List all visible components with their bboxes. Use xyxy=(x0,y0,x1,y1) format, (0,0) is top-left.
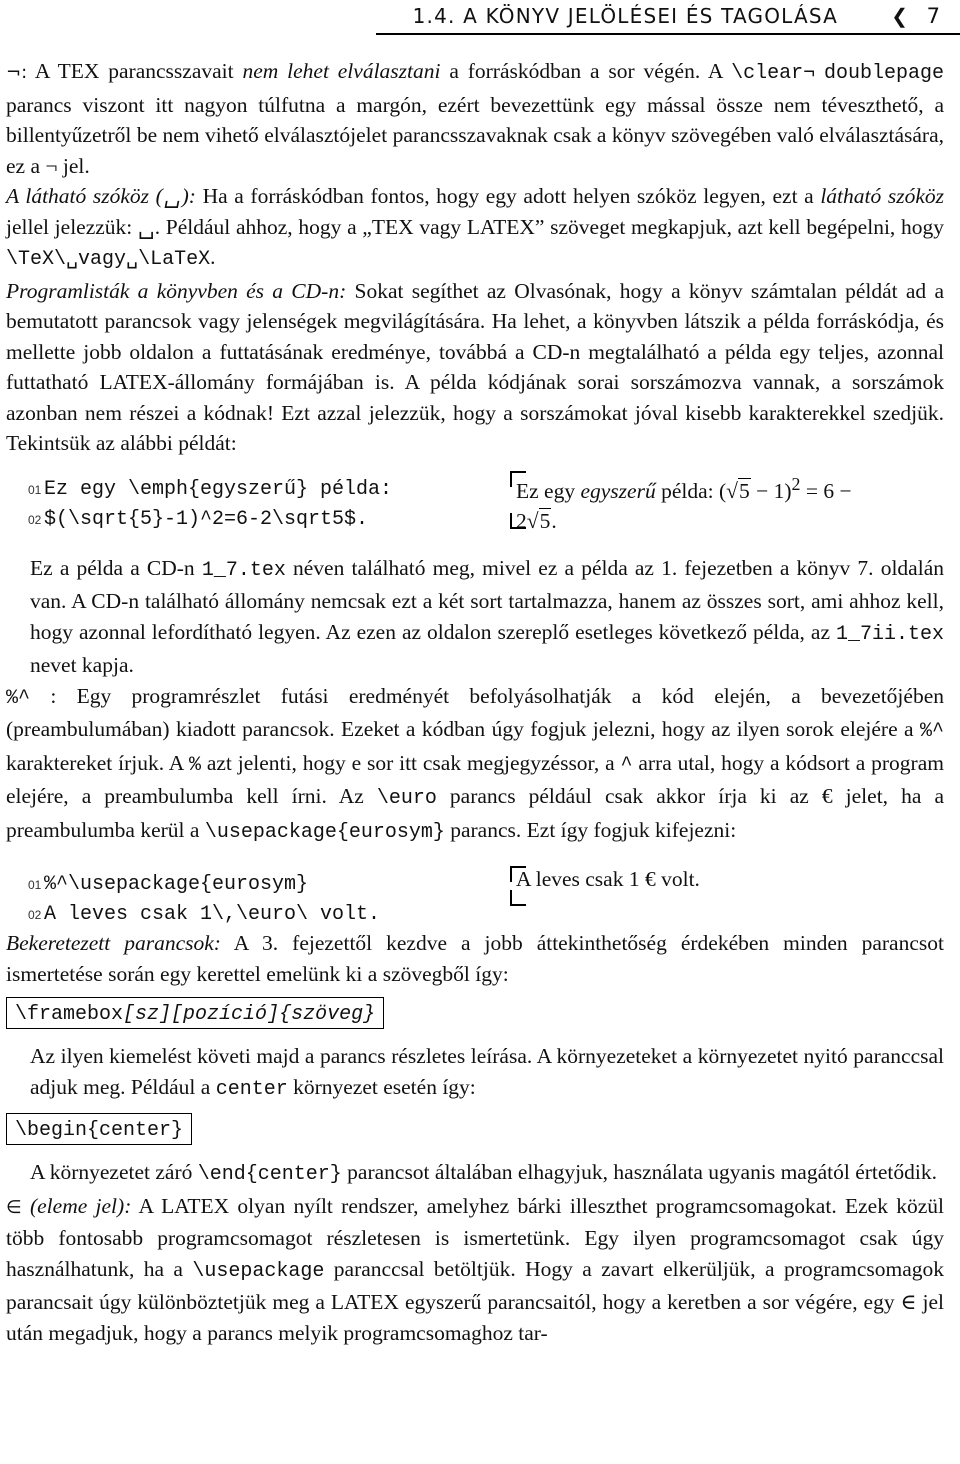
text: nevet kapja. xyxy=(30,653,134,677)
text: A leves csak 1 € volt. xyxy=(516,867,700,891)
element-of-icon: ∈ xyxy=(6,1196,22,1218)
text: környezet esetén így: xyxy=(287,1074,476,1099)
preamble-paragraph xyxy=(6,681,944,849)
hyphen-sign-paragraph xyxy=(6,56,944,181)
sqrt-expression: √5 xyxy=(726,478,750,503)
code-line xyxy=(28,475,392,505)
line-number: 01 xyxy=(28,482,42,497)
text: arra utal, hogy a kódsort a program elejére, a preambulumba kell írni. Az xyxy=(6,750,944,808)
text: néven található meg, mivel ez a példa az 1. fejezetben a könyv 7. oldalán van. A CD-n található állomány nemcsak ezt a két sort tartalmazza, hanem az összes sort, ami ahhoz kell, hogy azonnal lefordítható legyen. Az ezen az oldalon szereplő esetleges következő példa, az xyxy=(30,555,944,644)
inline-code: %^ xyxy=(919,720,944,743)
text: parancs. Ezt így fogjuk kifejezni: xyxy=(444,817,737,842)
code-listing xyxy=(28,870,380,930)
text: A környezetet záró xyxy=(30,1160,198,1184)
begin-center-box xyxy=(6,1113,192,1145)
inline-code: doublepage xyxy=(823,62,944,85)
example-1 xyxy=(0,469,960,547)
inline-code: \usepackage{eurosym} xyxy=(204,820,445,844)
text: azt jelenti, hogy e sor itt csak megjegyzéssor, a xyxy=(200,750,621,775)
text: = 6 − xyxy=(800,478,852,503)
end-environment-paragraph xyxy=(0,1157,944,1191)
code-text: A leves csak 1\,\euro\ volt. xyxy=(44,903,381,926)
inline-code: \clear¬ xyxy=(731,62,816,85)
header-rule xyxy=(376,33,960,35)
line-number: 01 xyxy=(28,878,42,892)
line-number: 02 xyxy=(28,908,42,922)
page-number: 7 xyxy=(926,4,940,28)
corner-mark-icon xyxy=(510,513,526,529)
term-label: Bekeretezett parancsok: xyxy=(6,931,221,955)
code-text: %^\usepackage{eurosym} xyxy=(44,873,309,896)
text: a forráskódban a sor végén. A xyxy=(440,59,732,83)
environment-paragraph xyxy=(0,1041,944,1105)
term-label: Programlisták a könyvben és a CD-n: xyxy=(6,278,347,303)
inline-code: \euro xyxy=(376,787,437,810)
program-listing-paragraph xyxy=(6,276,944,459)
visible-space-paragraph xyxy=(6,181,944,276)
page-body xyxy=(0,56,960,1348)
element-sign-paragraph xyxy=(6,1191,944,1349)
text: A TEX parancsszavait xyxy=(34,59,243,83)
text: parancs például csak akkor írja ki az € jelet, ha a preambulumba kerül a xyxy=(6,784,944,842)
argument: [pozíció] xyxy=(171,1003,280,1026)
text: 2 xyxy=(516,508,527,533)
corner-mark-icon xyxy=(510,866,526,882)
code-text: Ez egy \emph{egyszerű} példa: xyxy=(44,477,393,501)
text: karaktereket írjuk. A xyxy=(6,750,189,775)
radicand: 5 xyxy=(738,478,750,503)
code-line xyxy=(28,505,392,535)
text: parancsot általában elhagyjuk, használata ugyanis magától értetődik. xyxy=(341,1160,937,1184)
code-listing xyxy=(28,475,392,535)
text: − 1) xyxy=(750,478,792,503)
exponent: 2 xyxy=(791,473,801,494)
text: Ez egy xyxy=(516,478,581,503)
inline-code: center xyxy=(215,1077,288,1101)
chapter-title: 1.4. A KÖNYV JELÖLÉSEI ÉS TAGOLÁSA xyxy=(412,4,838,28)
command-name: \framebox xyxy=(15,1003,124,1026)
inline-code: \end{center} xyxy=(197,1163,342,1186)
text: Ez a példa a CD-n xyxy=(30,555,202,580)
inline-code: ^ xyxy=(620,753,633,777)
example-output xyxy=(516,469,936,536)
term-label: (eleme jel): xyxy=(21,1193,132,1218)
code-text: $(\sqrt{5}-1)^2=6-2\sqrt5$. xyxy=(44,507,369,531)
text: . xyxy=(210,245,216,269)
framebox-syntax-box xyxy=(6,997,384,1029)
text: : Egy programrészlet futási eredményét befolyásolhatják a kód elején, a bevezetőjében (preambulumában) kiadott parancsok. Ezeket a kódban úgy fogjuk jelezni, hogy az ilyen sorok elejére a xyxy=(6,683,944,741)
emphasis: egyszerű xyxy=(580,478,656,503)
text: példa: ( xyxy=(655,478,727,503)
text: paranccsal betöltjük. Hogy a zavart elkerüljük, a programcsomagok parancsait úgy különböztetjük meg a LATEX egyszerű parancsaitól, hogy a keretben a sor végére, egy ∈ jel után megadjuk, hogy a parancs melyik programcsomaghoz tar- xyxy=(6,1256,944,1345)
text: Az ilyen kiemelést követi majd a parancs részletes leírása. A környezeteket a környezetet nyitó paranccsal adjuk meg. Például a xyxy=(30,1044,944,1099)
running-header xyxy=(0,0,960,34)
command-name: \begin{center} xyxy=(15,1119,184,1142)
inline-code: 1_7ii.tex xyxy=(835,622,944,646)
example-output xyxy=(516,864,936,894)
inline-code: \usepackage xyxy=(192,1259,325,1283)
text: . xyxy=(551,508,557,533)
sqrt-expression: √5 xyxy=(526,508,551,533)
code-line xyxy=(28,900,380,930)
text: parancs viszont itt nagyon túlfutna a margón, ezért bevezettünk egy mással össze nem téveszthető, a billentyűzetről be nem vihető elválasztójelet parancsszavaknak csak a könyv szövegében való elválasztására, ez a ¬ jel. xyxy=(6,92,944,178)
emphasis: látható szóköz xyxy=(820,184,944,208)
line-number: 02 xyxy=(28,512,42,527)
inline-code: % xyxy=(188,753,201,777)
boxed-commands-paragraph xyxy=(6,928,944,989)
text: jellel jelezzük: ␣. Például ahhoz, hogy a „TEX vagy LATEX” szöveget megkapjuk, azt kell begépelni, hogy xyxy=(6,214,944,239)
argument: {szöveg} xyxy=(279,1003,376,1026)
text: A 3. fejezettől kezdve a jobb áttekinthetőség érdekében minden parancsot ismertetése során egy kerettel emelünk ki a szövegből így: xyxy=(6,931,944,986)
text: Sokat segíthet az Olvasónak, hogy a könyv számtalan példát ad a bemutatott parancsok vagy jelenségek megvilágítására. Ha lehet, a könyvben látszik a példa forráskódja, és mellette jobb oldalon a futtatásának eredménye, továbbá a CD-n megtalálható a példa egy teljes, azonnal futtatható LATEX-állomány formájában is. A példa kódjának sorai sorszámozva vannak, a sorszámok azonban nem részei a kódnak! Ezt azzal jelezzük, hogy a sorszámokat jóval kisebb karakterekkel szedjük. Tekintsük az alábbi példát: xyxy=(6,278,944,455)
cd-file-paragraph xyxy=(0,553,944,681)
inline-code: \TeX\␣vagy␣\LaTeX xyxy=(6,248,211,271)
emphasis: nem lehet elválasztani xyxy=(242,59,441,83)
inline-code: 1_7.tex xyxy=(201,558,286,582)
chevron-left-icon: ❮ xyxy=(891,6,908,28)
corner-mark-icon xyxy=(510,890,526,906)
argument: [sz] xyxy=(123,1003,172,1026)
code-line xyxy=(28,870,380,900)
not-sign-icon: ¬: xyxy=(6,62,28,83)
text: A LATEX olyan nyílt rendszer, amelyhez bárki illeszthet programcsomagokat. Ezek közül több fontosabb programcsomagot részletesen is ismertetünk. Egy ilyen programcsomagot csak úgy használhatunk, ha a xyxy=(6,1193,944,1281)
radicand: 5 xyxy=(539,508,551,533)
text: Ha a forráskódban fontos, hogy egy adott helyen szóköz legyen, ezt a xyxy=(195,184,821,208)
term-label: A látható szóköz (␣): xyxy=(6,184,196,208)
corner-mark-icon xyxy=(510,471,526,487)
preamble-marker: %^ xyxy=(6,686,31,710)
example-2 xyxy=(0,864,960,926)
